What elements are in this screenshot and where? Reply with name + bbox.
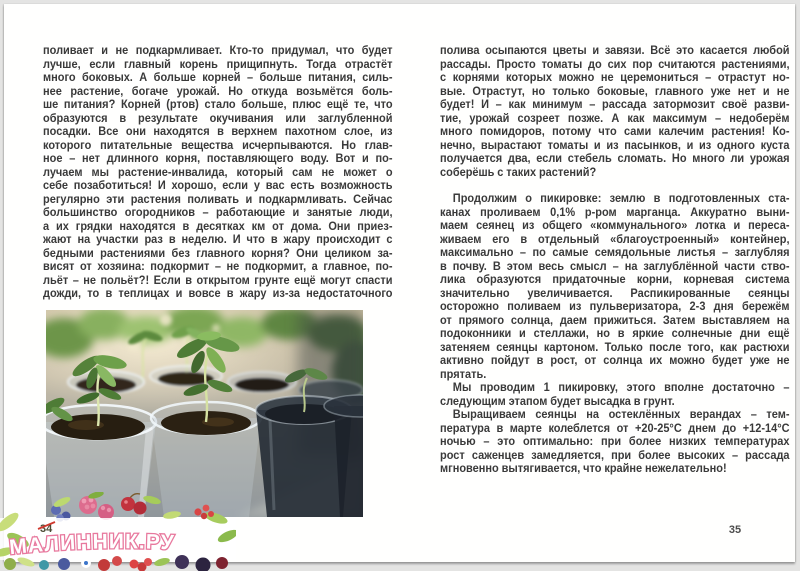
text-line: много боковых. А больше корней – больше питания, силь- xyxy=(43,71,393,84)
text-line: ное – нет длинного корня, поставляющего воду. Вот и по- xyxy=(43,152,393,165)
text-line: канах проливаем 0,1% р-ром марганца. Аккуратно выни- xyxy=(440,205,790,219)
text-line: подоконники и стеллажи, но в яркие солнечные дни ещё xyxy=(440,327,790,340)
text-line: соберёшь с таких растений? xyxy=(440,165,597,179)
text-line: в почву. В этом весь смысл – на заглублённой части ство- xyxy=(440,259,790,273)
text-line: живаем его в отдельный «благоустроенный» контейнер, xyxy=(440,232,790,246)
text-line: мгновенно вытягивается, что крайне нежелательно! xyxy=(440,462,727,475)
text-line: жают на участки раз в неделю. И что в жару происходит с xyxy=(43,233,393,246)
text-line: рост саженцев замедляется, при более высоких – рассада xyxy=(440,448,790,462)
paragraph xyxy=(440,192,790,381)
text-line: нечно, вырастают томаты и из пасынков, и из одного куста xyxy=(440,138,790,152)
text-line: осторожно поливаем из пульверизатора, 2-3 дня бережём xyxy=(440,300,790,313)
watermark-text: МАЛИННИК.РУ xyxy=(8,530,176,560)
text-line: лика образуются придаточные корни, корневая система xyxy=(440,273,790,286)
book-page-spread xyxy=(4,4,795,562)
text-line: себе позаботиться! И хорошо, если у вас есть возможность xyxy=(43,179,393,192)
text-line: рассады. Просто томаты до сих пор считаются растениями, xyxy=(440,57,790,71)
text-line: значительно увеличивается. Распикированные сеянцы xyxy=(440,286,790,300)
text-line: много помидоров, потому что сами калечим растения! Ко- xyxy=(440,125,790,138)
text-line: поливает и не подкармливает. Кто-то придумал, что будет xyxy=(43,44,393,57)
paragraph xyxy=(440,381,790,408)
text-line: лучаем мы растение-инвалида, который сам не может о xyxy=(43,165,393,179)
text-line: дожди, то в теплицах и вовсе в жару из-за недостаточного xyxy=(43,287,393,300)
text-line: льёт – не польёт?! Если в открытом грунте ещё могут спасти xyxy=(43,273,393,287)
text-line: маем сеянец из общего «коммунального» лотка и переса- xyxy=(440,219,790,232)
paragraph xyxy=(440,408,790,476)
text-line: большинство огородников – работающие и занятые люди, xyxy=(43,206,393,219)
text-line: следующим этапом будет высадка в грунт. xyxy=(440,394,675,408)
text-line: образуются в результате окучивания или заглубленной xyxy=(43,111,393,125)
text-line: ночью – это оптимально: при более низких температурах xyxy=(440,435,790,448)
left-page-text-column xyxy=(43,44,393,301)
text-line: прятать. xyxy=(440,367,487,381)
text-line: бедными растениями без главного корня? Они целиком за- xyxy=(43,246,393,260)
seedlings-photo xyxy=(46,310,363,517)
raspberry-icon xyxy=(79,492,114,520)
text-line: максимально – по самые семядольные листья – заглубляя xyxy=(440,246,790,259)
text-line: тие, урожай созреет позже. А как максимум – недоберём xyxy=(440,111,790,125)
text-line: регулярно эти растения поливать и подкармливать. Сейчас xyxy=(43,192,393,206)
text-line: ше питания? Корней (ртов) стало больше, плюс ещё те, что xyxy=(43,98,393,111)
text-line: вые. Отрастут, но только боковые, главного уже нет и не xyxy=(440,84,790,98)
cherries-icon xyxy=(121,494,147,515)
text-line: нее растение, богаче урожай. Но откуда возьмётся боль- xyxy=(43,84,393,98)
text-line: от прямого солнца, даем прижиться. Затем выставляем на xyxy=(440,313,790,327)
text-line: полива осыпаются цветы и завязи. Всё это касается любой xyxy=(440,44,790,57)
text-line: лучше, если главный корень прищипнуть. Тогда отрастёт xyxy=(43,57,393,71)
paragraph xyxy=(440,44,790,179)
text-line: с корнями которых можно не церемониться – отрастут но- xyxy=(440,71,790,84)
text-line: активно пойдут в рост, от солнца их можно будет уже не xyxy=(440,354,790,367)
right-page-text-column xyxy=(440,44,790,476)
text-line: которого питательные вещества исчерпываются. Но глав- xyxy=(43,138,393,152)
seedlings-photo-image xyxy=(46,310,363,517)
page-number-right: 35 xyxy=(728,524,742,536)
svg-text:34: 34 xyxy=(40,523,53,535)
text-line: затеняем сеянцы картоном. Только после того, как растюхи xyxy=(440,340,790,354)
text-line: Продолжим о пикировке: землю в подготовленных ста- xyxy=(452,192,790,205)
text-line: Мы проводим 1 пикировку, этого вполне достаточно – xyxy=(452,381,790,394)
text-line: пература в марте колеблется от +20-25°С днем до +12-14°С xyxy=(440,421,790,435)
text-line: получается два, если стебель сломать. Но много ли урожая xyxy=(440,152,790,165)
text-line: висят от хозяина: подкормит – не подкормит, а главное, по- xyxy=(43,260,393,273)
text-line: посадки. Все они находятся в верхнем пахотном слое, из xyxy=(43,125,393,138)
text-line: будет! И – как минимум – рассада затормозит своё разви- xyxy=(440,98,790,111)
text-line: а их грядки находятся в десятках км от дома. Они приез- xyxy=(43,219,393,233)
paragraph xyxy=(43,44,393,301)
site-watermark xyxy=(0,492,236,571)
text-line: Выращиваем сеянцы на остеклённых верандах – тем- xyxy=(452,408,790,421)
